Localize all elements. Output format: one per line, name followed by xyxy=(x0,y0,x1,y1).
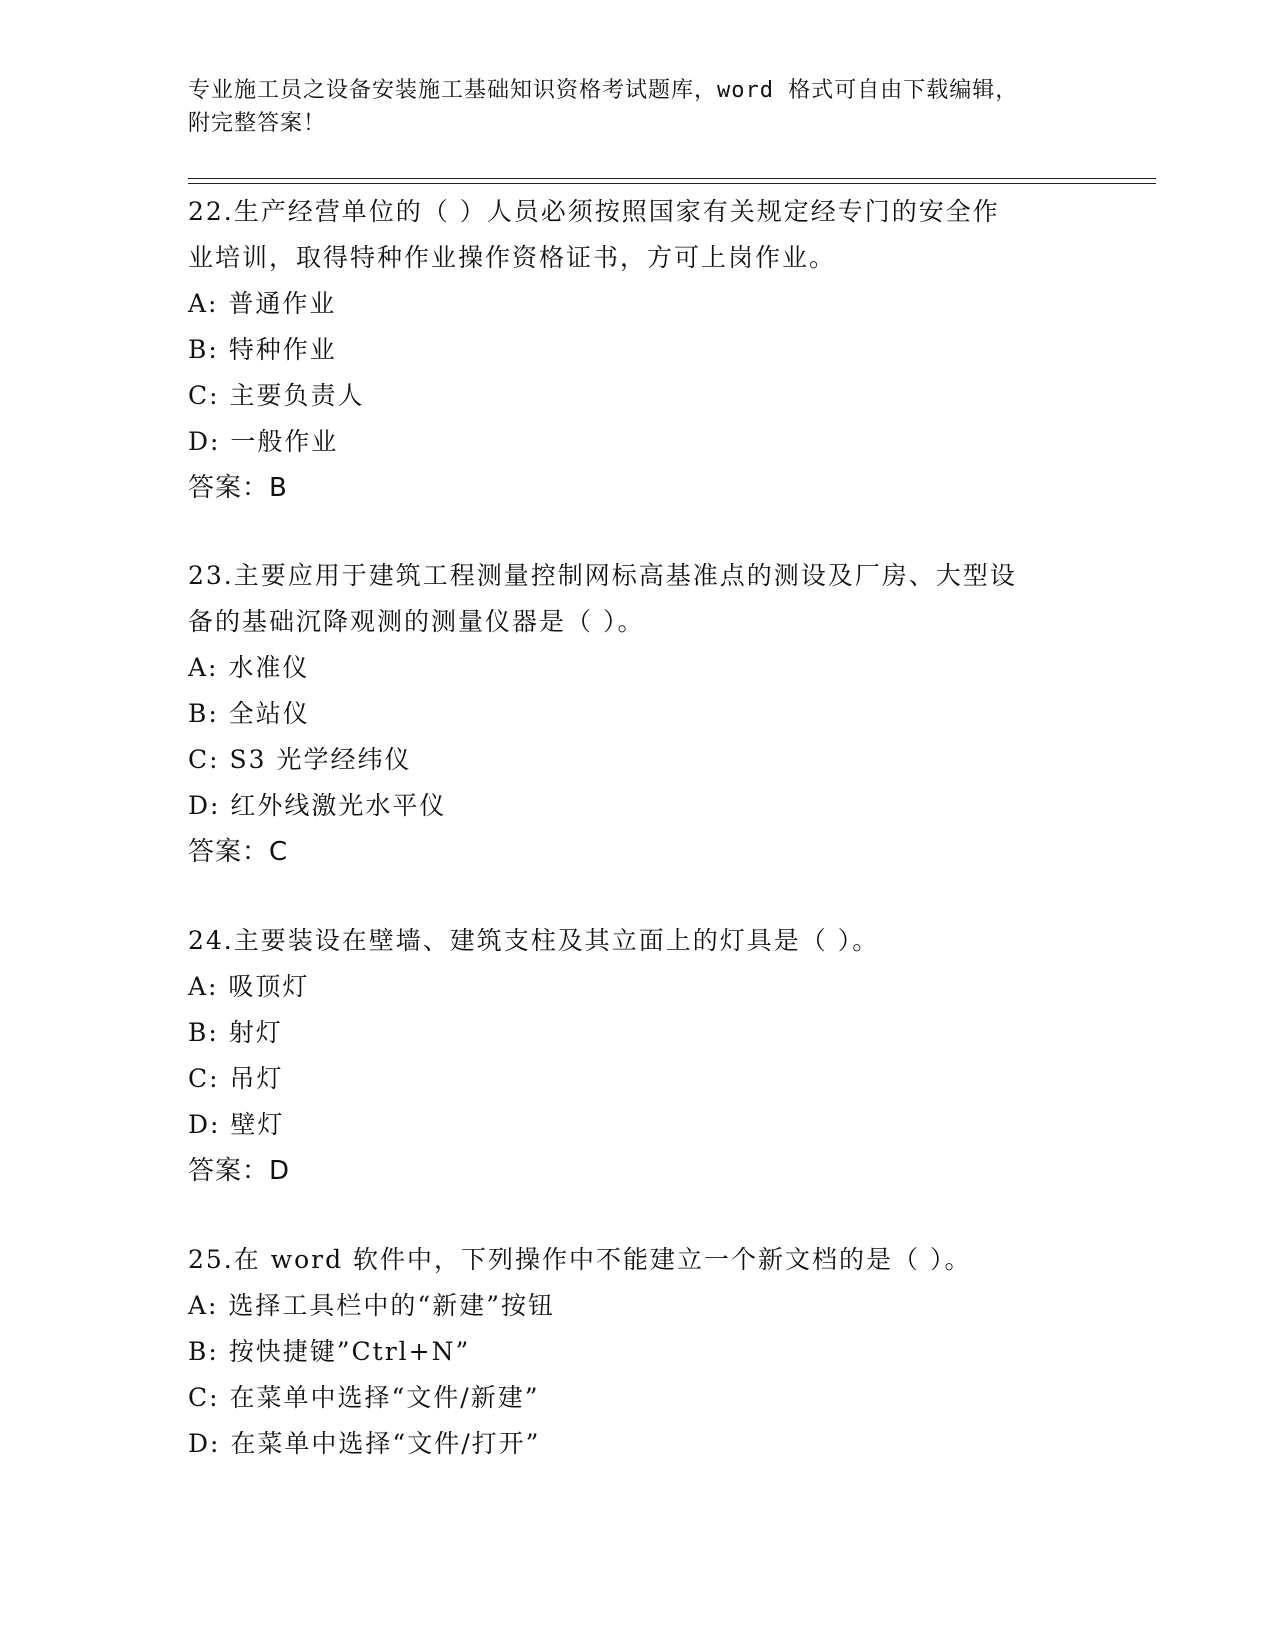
answer: 答案：D xyxy=(188,1156,291,1186)
question-24 xyxy=(188,918,1068,1194)
option-a: A: 吸顶灯 xyxy=(188,972,310,1001)
header-divider-bottom xyxy=(188,183,1156,184)
option-c: C: 主要负责人 xyxy=(188,381,365,410)
question-stem-line-1: 24.主要装设在壁墙、建筑支柱及其立面上的灯具是（ ）。 xyxy=(188,926,880,955)
question-stem-line-2: 备的基础沉降观测的测量仪器是（ ）。 xyxy=(188,607,645,636)
option-b: B: 全站仪 xyxy=(188,699,310,728)
option-b: B: 射灯 xyxy=(188,1018,283,1047)
option-a: A: 水准仪 xyxy=(188,653,310,682)
question-stem-line-1: 22.生产经营单位的（ ）人员必须按照国家有关规定经专门的安全作 xyxy=(188,197,1000,226)
question-stem-line-2: 业培训，取得特种作业操作资格证书，方可上岗作业。 xyxy=(188,243,837,272)
header-line-2: 附完整答案！ xyxy=(188,111,327,136)
option-c: C: S3 光学经纬仪 xyxy=(188,745,412,774)
answer: 答案：B xyxy=(188,473,288,503)
option-d: D: 在菜单中选择“文件/打开” xyxy=(188,1429,541,1458)
option-b: B: 特种作业 xyxy=(188,335,337,364)
option-d: D: 壁灯 xyxy=(188,1110,285,1139)
header-line-1: 专业施工员之设备安装施工基础知识资格考试题库，word 格式可自由下载编辑， xyxy=(188,78,1019,103)
question-23 xyxy=(188,553,1068,875)
header-divider-top xyxy=(188,178,1156,179)
question-stem-line-1: 23.主要应用于建筑工程测量控制网标高基准点的测设及厂房、大型设 xyxy=(188,561,1017,590)
option-a: A: 选择工具栏中的“新建”按钮 xyxy=(188,1291,555,1320)
option-b: B: 按快捷键”Ctrl+N” xyxy=(188,1337,471,1366)
option-c: C: 吊灯 xyxy=(188,1064,284,1093)
answer: 答案：C xyxy=(188,837,289,867)
option-d: D: 红外线激光水平仪 xyxy=(188,791,447,820)
question-25 xyxy=(188,1237,1068,1467)
option-a: A: 普通作业 xyxy=(188,289,337,318)
question-22 xyxy=(188,189,1068,511)
question-stem-line-1: 25.在 word 软件中，下列操作中不能建立一个新文档的是（ ）。 xyxy=(188,1245,972,1274)
option-d: D: 一般作业 xyxy=(188,427,339,456)
document-header xyxy=(188,74,1088,140)
option-c: C: 在菜单中选择“文件/新建” xyxy=(188,1383,540,1412)
